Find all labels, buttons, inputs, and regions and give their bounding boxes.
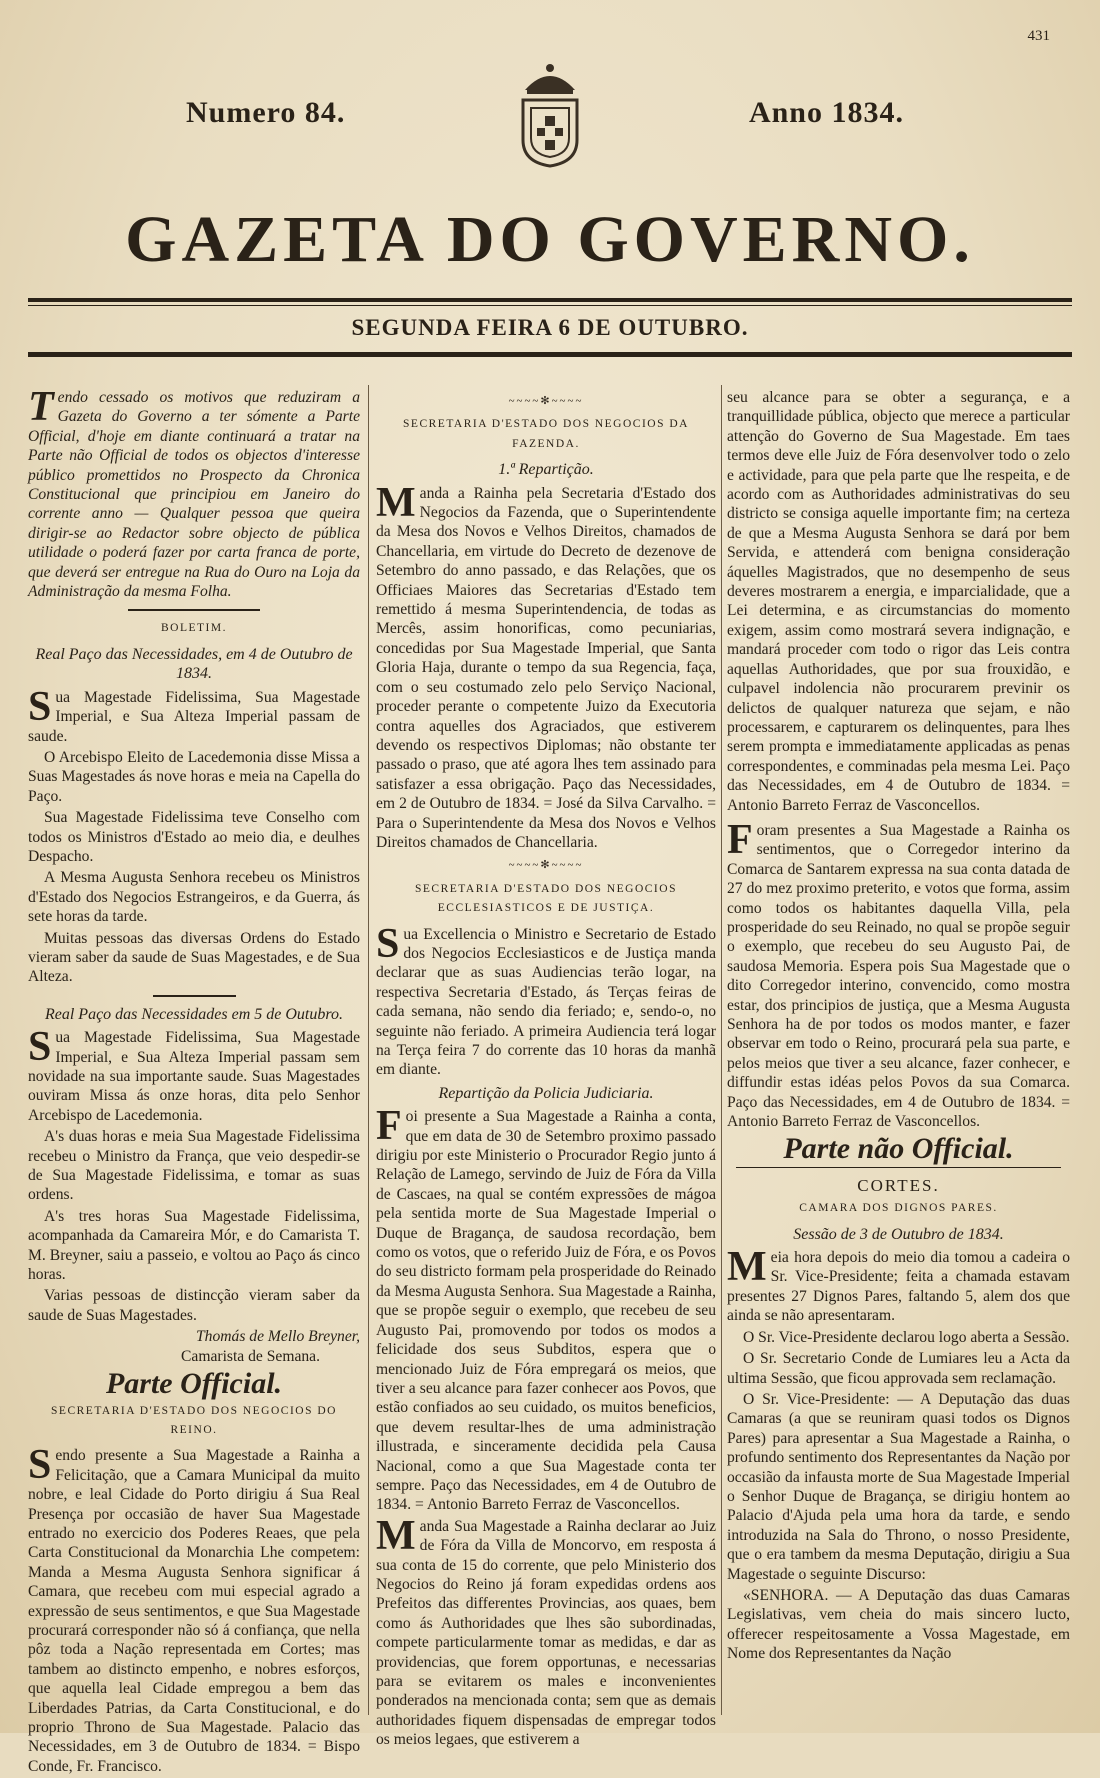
masthead-rule-top: [28, 298, 1072, 306]
section-divider: [736, 1167, 1062, 1168]
drop-cap: M: [376, 479, 416, 526]
section-heading: CORTES.: [857, 1175, 940, 1195]
column-divider: [721, 385, 722, 1715]
article-paragraph: A Mesma Augusta Senhora recebeu os Ministros d'Estado dos Negocios Estrangeiros, e da Guerra, ás sete horas da tarde.: [28, 869, 360, 926]
drop-cap: S: [28, 1442, 52, 1489]
article-paragraph: A's duas horas e meia Sua Magestade Fidelissima recebeu o Ministro da França, que veio despedir-se de Sua Magestade Fidelissima, e tomar as suas ordens.: [28, 1128, 360, 1204]
drop-cap: S: [28, 1024, 52, 1071]
article-paragraph: Manda Sua Magestade a Rainha declarar ao Juiz de Fóra da Villa de Moncorvo, em resposta á sua conta de 15 do corrente, que pelo Ministerio dos Negocios do Reino já foram expedidas ordens aos Prefeitos das differentes Provincias, aos quaes, bem como ás Authoridades que lhes são subordinadas, compete particularmente tomar as medidas, e dar as providencias, que forem opportunas, e necessarias para se evitarem os males e inconvenientes ponderados na mencionada conta; sem que as demais authoridades fiquem dispensadas de empregar todos os meios legaes, que estiverem a: [376, 1512, 716, 1749]
article-paragraph: Sua Magestade Fidelissima teve Conselho com todos os Ministros d'Estado ao meio dia, e deulhes Despacho.: [28, 809, 360, 865]
signature: Thomás de Mello Breyner,: [196, 1328, 360, 1346]
article-paragraph: Sua Magestade Fidelissima, Sua Magestade Imperial, e Sua Alteza Imperial passam de saude.: [28, 683, 360, 745]
article-paragraph: O Sr. Vice-Presidente: — A Deputação das duas Camaras (a que se reuniram quasi todos os Dignos Pares) para apresentar a Sua Magestade a Rainha, o profundo sentimento dos Representantes da Nação por occasião da infausta morte de Sua Magestade Imperial o Senhor Duque de Bragança, se dirigiu hontem ao Palacio d'Ajuda pela uma hora da tarde, e sendo introduzida na Sala do Throno, o nosso Presidente, que o era tambem da mesma Deputação, dirigiu a Sua Magestade o seguinte Discurso:: [727, 1390, 1070, 1583]
section-heading: CAMARA DOS DIGNOS PARES.: [799, 1202, 998, 1215]
article-paragraph: Sua Excellencia o Ministro e Secretario de Estado dos Negocios Ecclesiasticos e de Justiça manda declarar que as suas Audiencias terão logar, na respectiva Secretaria d'Estado, ás Terças feiras de cada semana, não sendo dia feriado; e, sendo-o, no seguinte não feriado. A primeira Audiencia terá logar na Terça feira 7 do corrente das 10 horas da manhã em diante.: [376, 920, 716, 1079]
article-paragraph: O Sr. Secretario Conde de Lumiares leu a Acta da ultima Sessão, que ficou approvada sem reclamação.: [727, 1350, 1070, 1387]
article-paragraph: Varias pessoas de distincção vieram saber da saude de Suas Magestades.: [28, 1287, 360, 1324]
page-number: 431: [1027, 28, 1050, 44]
drop-cap: S: [376, 920, 400, 967]
section-heading: SECRETARIA D'ESTADO DOS NEGOCIOS ECCLESIASTICOS E DE JUSTIÇA.: [415, 882, 677, 915]
section-divider: [153, 995, 236, 997]
section-heading: SECRETARIA D'ESTADO DOS NEGOCIOS DO REINO.: [51, 1404, 337, 1436]
sub-heading: Sessão de 3 de Outubro de 1834.: [793, 1225, 1004, 1243]
drop-cap: F: [376, 1103, 402, 1150]
signature-title: Camarista de Semana.: [181, 1347, 320, 1365]
article-paragraph: Foram presentes a Sua Magestade a Rainha os sentimentos, que o Corregedor interino da Comarca de Santarem expressa na sua conta datada de 27 do mez proximo preterito, e votos que forma, assim como todos os habitantes daquella Villa, pela prosperidade do seu Reinado, no qual se propõe seguir o exemplo, que recebeu do seu Augusto Pai, de saudosa Memoria. Espera pois Sua Magestade que o dito Corregedor interino, convencido, como mostra estar, dos principios de justiça, que a Mesma Augusta Senhora ha de por todos os modos manter, e fazer observar em todo o Reino, procurará pela sua parte, e pelos meios que tiver a seu alcance, fazer conhecer, e diffundir estas idéas pelos Povos da sua Comarca. Paço das Necessidades, em 4 de Outubro de 1834. = Antonio Barreto Ferraz de Vasconcellos.: [727, 816, 1070, 1131]
column-2: [376, 388, 716, 1752]
drop-cap: M: [727, 1244, 767, 1291]
newspaper-title: GAZETA DO GOVERNO.: [125, 203, 975, 276]
article-paragraph: A's tres horas Sua Magestade Fidelissima, acompanhada da Camareira Mór, e do Camarista T. M. Breyner, saiu a passeio, e voltou ao Paço ás cinco horas.: [28, 1207, 360, 1284]
column-3: [727, 388, 1070, 1666]
dateline: SEGUNDA FEIRA 6 DE OUTUBRO.: [351, 315, 749, 340]
section-title: Parte Official.: [105, 1367, 283, 1401]
drop-cap: S: [28, 683, 52, 730]
drop-cap: M: [376, 1512, 416, 1559]
dateline-heading: Real Paço das Necessidades em 5 de Outubro.: [44, 1005, 343, 1023]
article-paragraph: «SENHORA. — A Deputação das duas Camaras Legislativas, vem cheia do mais sincero lucto, offerecer respeitosamente a Vossa Magestade, em Nome dos Representantes da Nação: [727, 1586, 1070, 1663]
article-paragraph: Sendo presente a Sua Magestade a Rainha a Felicitação, que a Camara Municipal da muito nobre, e leal Cidade do Porto dirigiu á Sua Real Presença por occasião de haver Sua Magestade entrado no exercicio dos Poderes Reaes, que pela Carta Constitucional da Monarchia Lhe competem: Manda a Mesma Augusta Senhora significar á Camara, que recebeu com mui especial agrado a expressão de seus sentimentos, e que Sua Magestade procurará corresponder não só á confiança, que nella pôz toda a Nação representada em Cortes; mas tambem ao distincto empenho, e nobres esforços, que aquella leal Cidade empregou a bem das Liberdades Patrias, da Carta Constitucional, e do proprio Throno de Sua Magestade. Palacio das Necessidades, em 3 de Outubro de 1834. = Bispo Conde, Fr. Francisco.: [28, 1442, 360, 1775]
column-1: [28, 384, 360, 1778]
section-title: Parte não Official.: [783, 1132, 1014, 1166]
column-divider: [368, 385, 369, 1715]
article-paragraph: O Arcebispo Eleito de Lacedemonia disse Missa a Suas Magestades ás nove horas e meia na Capella do Paço.: [28, 748, 360, 805]
drop-cap: T: [28, 384, 54, 430]
masthead: [0, 60, 1100, 310]
ornament-divider: ~~~~✻~~~~: [508, 859, 584, 872]
royal-crest-icon: [505, 60, 595, 170]
masthead-rule-bottom: [28, 352, 1072, 357]
article-paragraph: Meia hora depois do meio dia tomou a cadeira o Sr. Vice-Presidente; feita a chamada estavam presentes 27 Dignos Pares, faltando 5, alem dos que ainda se não apresentaram.: [727, 1244, 1070, 1325]
article-paragraph: Manda a Rainha pela Secretaria d'Estado dos Negocios da Fazenda, que o Superintendente da Mesa dos Novos e Velhos Direitos, chamados de Chancellaria, em virtude do Decreto de dezenove de Setembro do anno passado, e das Relações, que os Officiaes Maiores das Secretarias d'Estado tem remettido á mesma Superintendencia, de todas as Mercês, assim honorificas, como pecuniarias, concedidas por Sua Magestade Imperial, que Santa Gloria Haja, durante o tempo da sua Regencia, faça, com o seu costumado zelo pelo Serviço Nacional, proceder perante o competente Juizo da Executoria contra aquelles dos Agraciados, que estiverem devendo os respectivos Diplomas; não obstante ter passado o praso, que até agora lhes tem assinado para satisfazer a essa obrigação. Paço das Necessidades, em 2 de Outubro de 1834. = José da Silva Carvalho. = Para o Superintendente da Mesa dos Novos e Velhos Direitos chamados de Chancellaria.: [376, 479, 716, 851]
issue-year: Anno 1834.: [748, 96, 904, 129]
ornament-divider: ~~~~✻~~~~: [508, 395, 584, 407]
section-divider: [128, 609, 261, 611]
intro-notice: Tendo cessado os motivos que reduziram a Gazeta do Governo a ter sómente a Parte Official, d'hoje em diante continuará a tratar na Parte não Official de todos os objectos d'interesse público promettidos no Prospecto da Chronica Constitucional que principiou em Janeiro do corrente anno — Qualquer pessoa que queira dirigir-se ao Redactor sobre objecto de pública utilidade o poderá fazer por carta franca de porte, que deverá ser entregue na Rua do Ouro na Loja da Administração da mesma Folha.: [28, 384, 360, 601]
article-paragraph: seu alcance para se obter a segurança, e a tranquillidade pública, objecto que merece a particular attenção do Governo de Sua Magestade. Em taes termos deve elle Juiz de Fóra desenvolver todo o zelo e actividade, para que pela parte que lhe respeita, e de acordo com as Authoridades administrativas do seu districto se consiga aquelle importante fim; na certeza de que a Mesma Augusta Senhora se dará por bem Servida, e attenderá com benigna consideração áquelles Magistrados, que no desempenho de seus deveres mostrarem a energia, e imparcialidade, que a Lei determina, e as circumstancias do momento exigem, assim como mostrará severa indignação, e mandará proceder com todo o rigor das Leis contra aquellas Authoridades, que por sua frouxidão, e culpavel indolencia não procurarem previnir os delictos de qualquer natureza que sejam, e não processarem, e capturarem os delinquentes, para lhes serem prompta e immediatamente applicadas as penas correspondentes, e comminadas pela mesma Lei. Paço das Necessidades, em 4 de Outubro de 1834. = Antonio Barreto Ferraz de Vasconcellos.: [727, 389, 1070, 814]
issue-number: Numero 84.: [186, 96, 346, 129]
drop-cap: F: [727, 816, 753, 863]
section-heading: SECRETARIA D'ESTADO DOS NEGOCIOS DA FAZENDA.: [403, 418, 689, 450]
sub-heading: 1.ª Repartição.: [498, 461, 594, 479]
article-paragraph: Sua Magestade Fidelissima, Sua Magestade Imperial, e Sua Alteza Imperial passam sem novidade na sua importante saude. Suas Magestades ouviram Missa ás onze horas, dita pelo Senhor Arcebispo de Lacedemonia.: [28, 1024, 360, 1124]
section-heading: BOLETIM.: [161, 622, 227, 635]
sub-heading: Repartição da Policia Judiciaria.: [438, 1084, 654, 1102]
article-paragraph: O Sr. Vice-Presidente declarou logo aberta a Sessão.: [743, 1328, 1070, 1346]
dateline-heading: Real Paço das Necessidades, em 4 de Outubro de 1834.: [35, 645, 353, 683]
article-paragraph: Foi presente a Sua Magestade a Rainha a conta, que em data de 30 de Setembro proximo passado dirigiu por este Ministerio o Procurador Regio junto á Relação de Lamego, servindo de Juiz de Fóra da Villa de Cascaes, na qual se contém expressões de mágoa pela sentida morte de Sua Magestade Imperial o Duque de Bragança, de saudosa recordação, bem como os votos, que o referido Juiz de Fóra, e os Povos do seu districto formam pela prosperidade do Reinado da Mesma Augusta Senhora. Sua Magestade a Rainha, que se propõe seguir o exemplo, que recebeu de seu Augusto Pai, promovendo por todos os modos a felicidade dos seus Subditos, espera que o mencionado Juiz de Fóra empregará os meios, que tiver a seu alcance para fazer conhecer aos Povos, que estão confiados ao seu cuidado, os muitos beneficios, que devem resultar-lhes de uma administração illustrada, e sinceramente decidida pela Causa Nacional, como a que Sua Magestade conta ter sempre. Paço das Necessidades, em 4 de Outubro de 1834. = Antonio Barreto Ferraz de Vasconcellos.: [376, 1103, 716, 1514]
article-paragraph: Muitas pessoas das diversas Ordens do Estado vieram saber da saude de Suas Magestades, e de Sua Alteza.: [28, 929, 360, 986]
